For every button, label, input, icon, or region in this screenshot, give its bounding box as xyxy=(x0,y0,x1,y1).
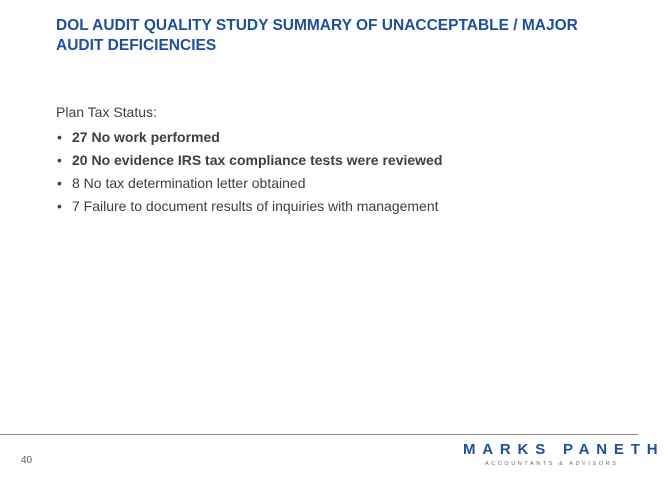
footer-divider xyxy=(0,434,638,435)
logo-tagline: ACCOUNTANTS & ADVISORS xyxy=(485,461,619,467)
content-block xyxy=(56,101,616,218)
list-item xyxy=(56,126,616,149)
list-item xyxy=(56,149,616,172)
logo-wordmark: MARKS PANETH xyxy=(463,441,664,458)
bullet-icon: • xyxy=(57,198,62,214)
page-number: 40 xyxy=(21,455,33,466)
list-item xyxy=(56,195,616,218)
list-item-text: 8 No tax determination letter obtained xyxy=(72,175,306,191)
slide-title xyxy=(56,16,616,56)
bullet-icon: • xyxy=(57,129,62,145)
plan-tax-status-heading: Plan Tax Status: xyxy=(56,104,157,120)
company-logo xyxy=(463,441,664,473)
bullet-icon: • xyxy=(57,152,62,168)
deficiency-list xyxy=(56,126,616,218)
slide-title-line-2: AUDIT DEFICIENCIES xyxy=(56,37,217,54)
list-item-text: 27 No work performed xyxy=(72,129,220,145)
list-item-text: 7 Failure to document results of inquiries with management xyxy=(72,198,439,214)
list-item xyxy=(56,172,616,195)
slide-title-line-1: DOL AUDIT QUALITY STUDY SUMMARY OF UNACCEPTABLE / MAJOR xyxy=(56,17,578,34)
bullet-icon: • xyxy=(57,175,62,191)
list-item-text: 20 No evidence IRS tax compliance tests were reviewed xyxy=(72,152,443,168)
